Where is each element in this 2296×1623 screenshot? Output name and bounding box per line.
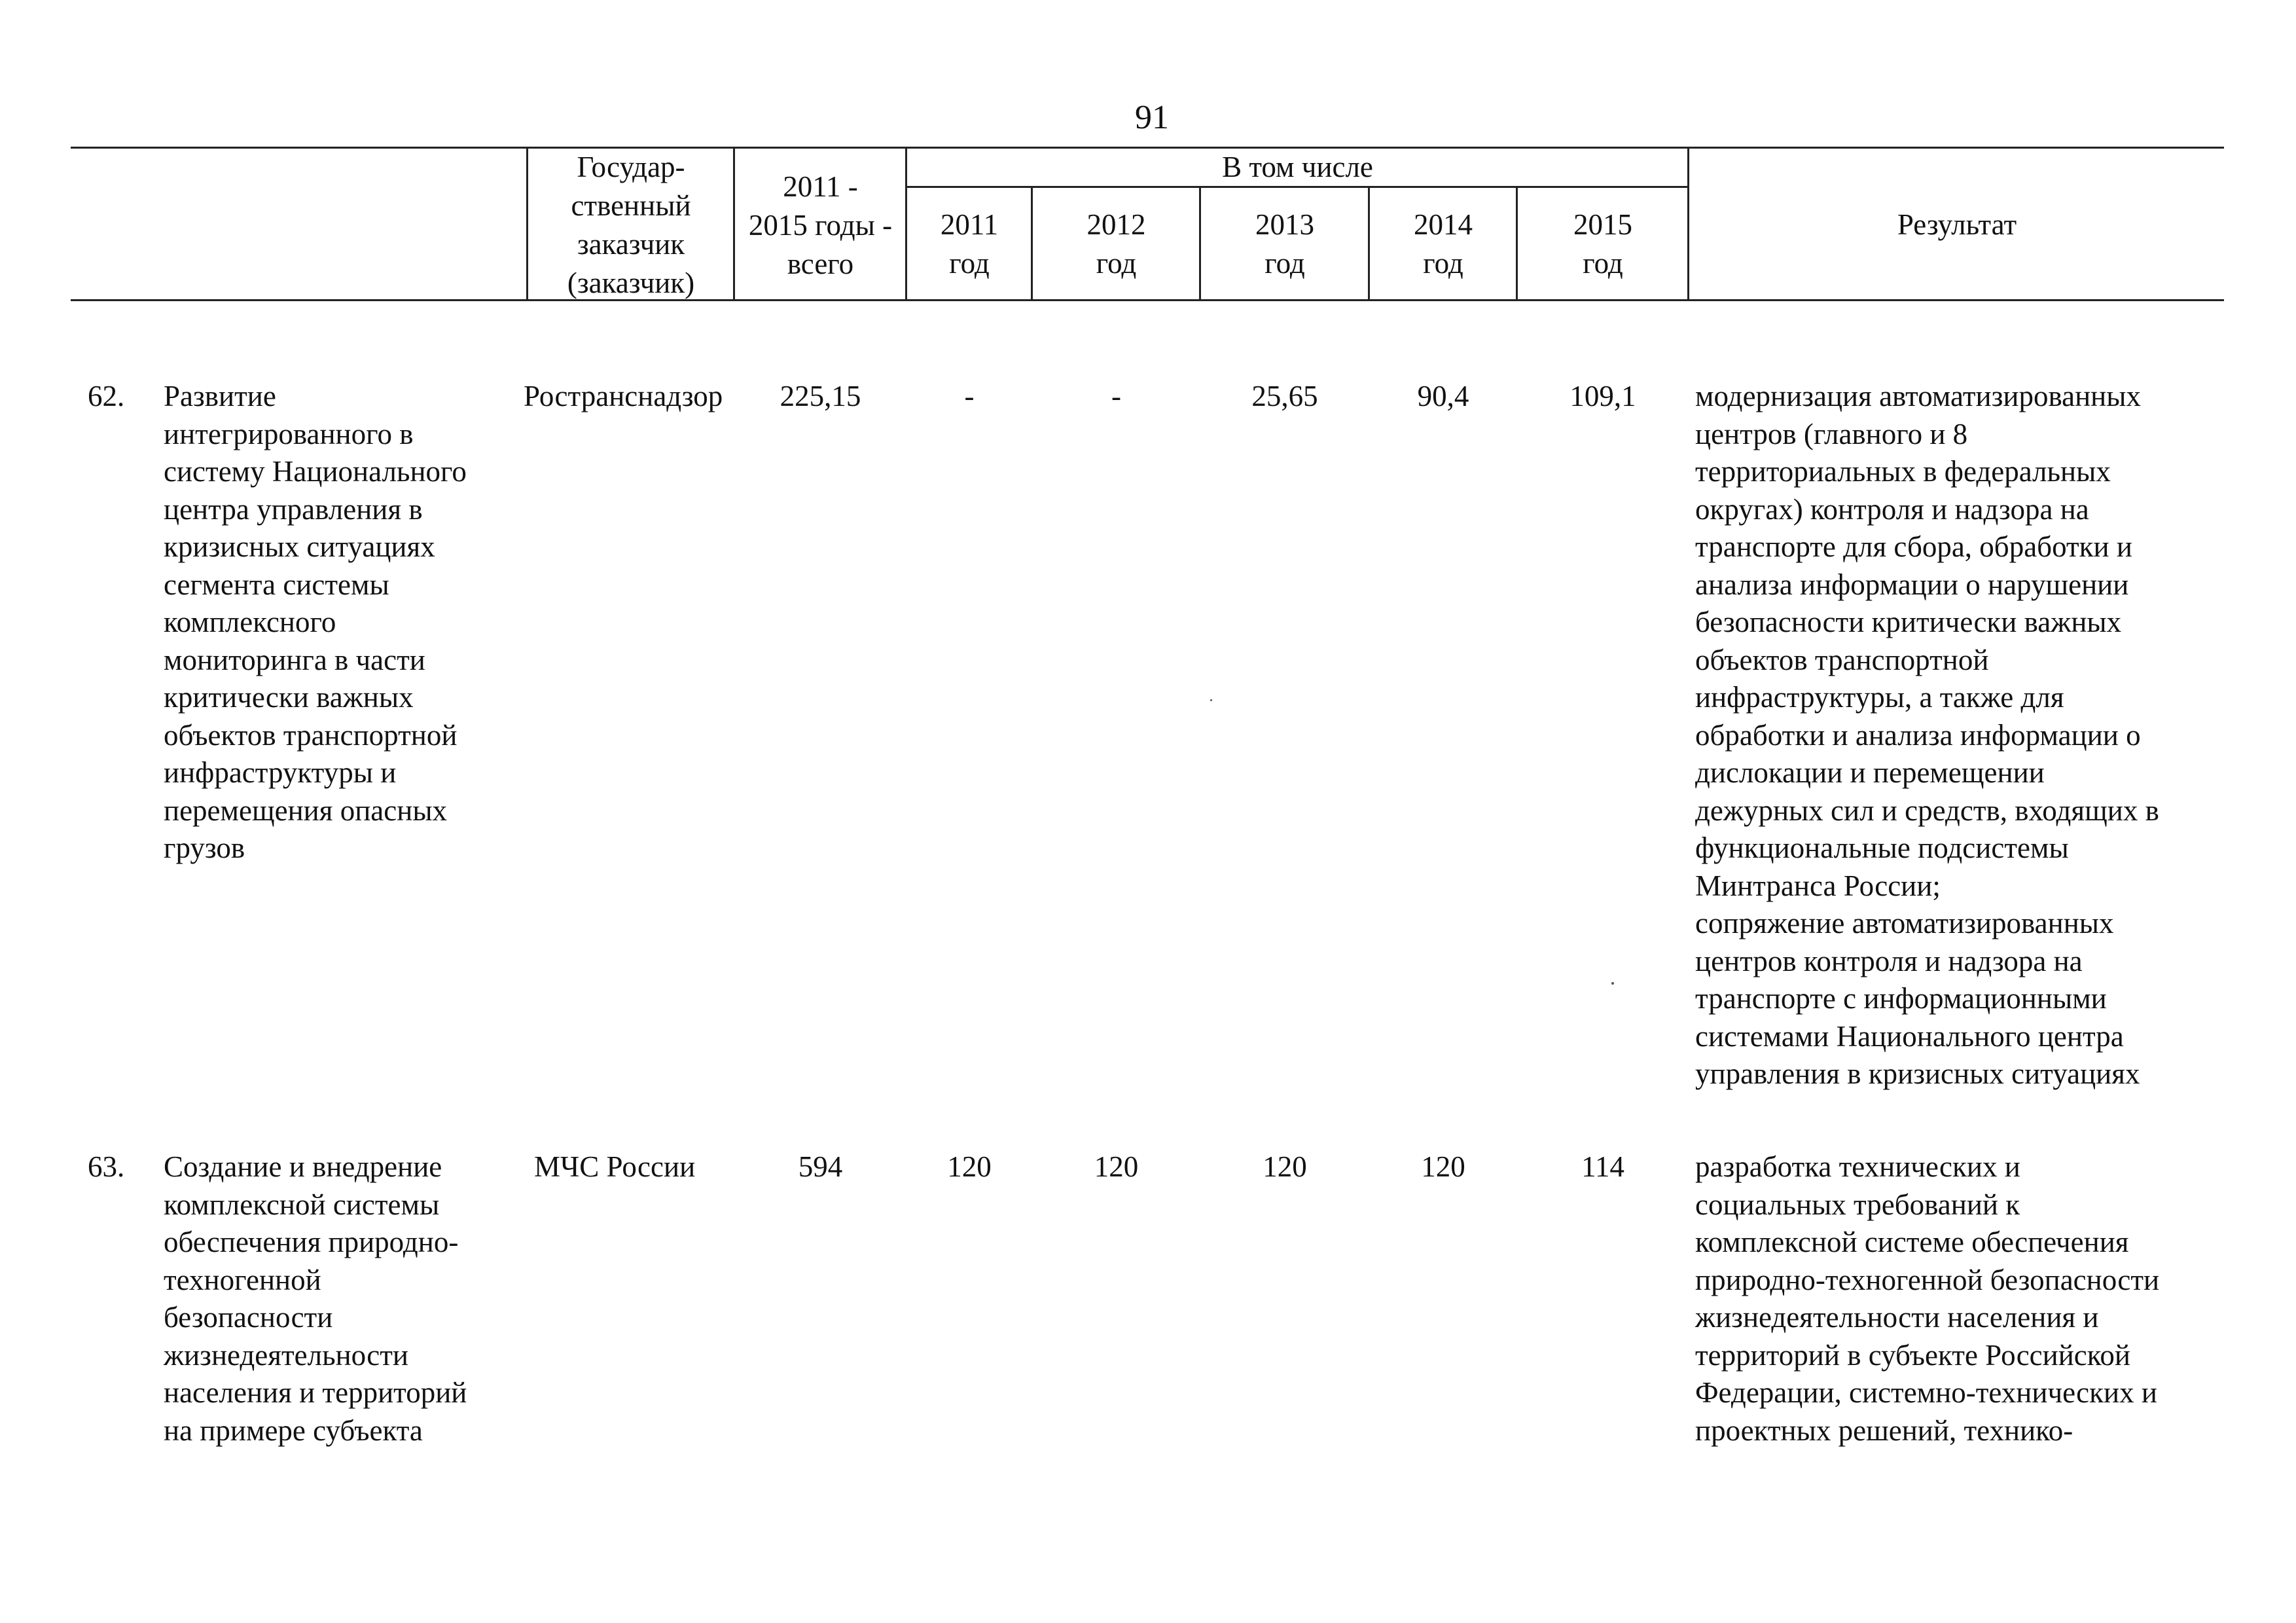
header-divider-total-years (905, 147, 907, 301)
header-divider-2013-2014 (1368, 187, 1370, 301)
header-divider-customer-total (733, 147, 735, 301)
row-62-year-2011: - (964, 380, 975, 412)
header-divider-years-result (1687, 147, 1689, 301)
row-62-year-2015: 109,1 (1570, 380, 1636, 412)
row-63-year-2012: 120 (1094, 1150, 1139, 1183)
row-62-customer: Ространснадзор (524, 380, 723, 412)
header-year-2015: 2015 год (1573, 208, 1632, 280)
page-number: 91 (1135, 99, 1169, 136)
row-62-year-2014: 90,4 (1417, 380, 1469, 412)
row-62-name: Развитие интегрированного в систему Национального центра управления в кризисных ситуациях сегмента системы комплексного мониторинга в части критически важных объектов транспортной инфраструктуры и перемещения опасных грузов (164, 380, 467, 864)
header-bottom-rule (71, 299, 2224, 301)
header-year-2012: 2012 год (1086, 208, 1146, 280)
row-63-year-2011: 120 (947, 1150, 992, 1183)
row-63-customer: МЧС России (534, 1150, 696, 1183)
header-year-2011: 2011 год (940, 208, 999, 280)
row-63-year-2013: 120 (1263, 1150, 1307, 1183)
row-63-year-2015: 114 (1581, 1150, 1624, 1183)
scan-speck (1210, 699, 1212, 701)
row-62-year-2012: - (1111, 380, 1121, 412)
row-63-year-2014: 120 (1421, 1150, 1465, 1183)
scan-speck (1611, 982, 1614, 985)
row-63-total: 594 (798, 1150, 843, 1183)
header-divider-2012-2013 (1199, 187, 1201, 301)
header-divider-2014-2015 (1516, 187, 1518, 301)
row-62-total: 225,15 (780, 380, 861, 412)
row-62-index: 62. (88, 380, 125, 412)
header-total: 2011 - 2015 годы - всего (748, 170, 893, 280)
row-63-name: Создание и внедрение комплексной системы обеспечения природно- техногенной безопасности жизнедеятельности населения и территорий на примере субъекта (164, 1150, 467, 1447)
row-62-result: модернизация автоматизированных центров (главного и 8 территориальных в федеральных округах) контроля и надзора на транспорте для сбора, обработки и анализа информации о нарушении безопасности критически важных объектов транспортной инфраструктуры, а также для обработки и анализа информации о дислокации и перемещении дежурных сил и средств, входящих в функциональные подсистемы Минтранса России; сопряжение автоматизированных центров контроля и надзора на транспорте с информационными системами Национального центра управления в кризисных ситуациях (1695, 380, 2159, 1090)
row-62-year-2013: 25,65 (1251, 380, 1318, 412)
row-63-result: разработка технических и социальных требований к комплексной системе обеспечения природно-техногенной безопасности жизнедеятельности населения и территорий в субъекте Российской Федерации, системно-технических и проектных решений, технико- (1695, 1150, 2160, 1447)
header-divider-2011-2012 (1031, 187, 1033, 301)
header-result: Результат (1897, 208, 2017, 241)
header-including: В том числе (1222, 151, 1373, 183)
header-year-2014: 2014 год (1414, 208, 1473, 280)
row-63-index: 63. (88, 1150, 125, 1183)
header-customer: Государ- ственный заказчик (заказчик) (567, 151, 695, 299)
header-year-2013: 2013 год (1255, 208, 1314, 280)
header-divider-name-customer (526, 147, 528, 301)
